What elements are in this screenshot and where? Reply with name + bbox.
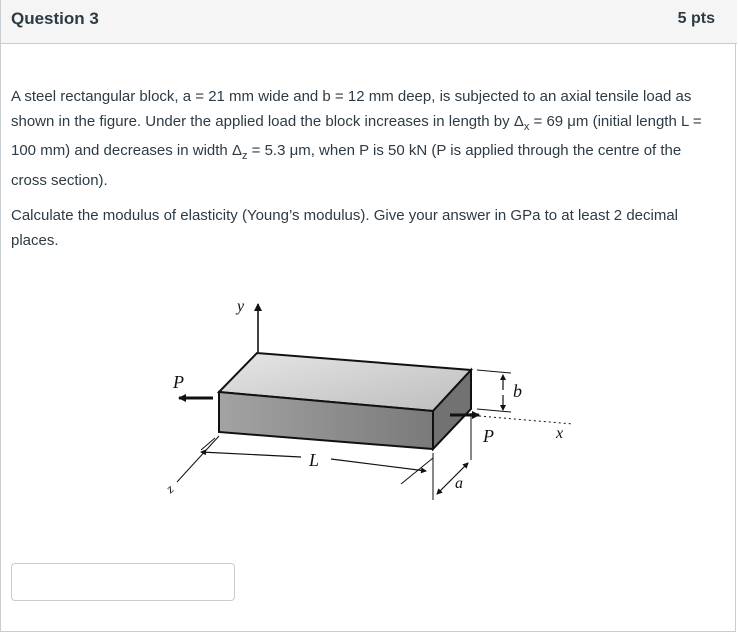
b-extension-bottom [477, 409, 511, 412]
z-axis-label: z [162, 481, 177, 496]
question-title: Question 3 [11, 9, 99, 28]
b-extension-top [477, 370, 511, 373]
L-dimension-arrow-right [331, 459, 426, 471]
right-load-label: P [483, 426, 494, 446]
paragraph-1-part-a: A steel rectangular block, a = 21 mm wide and b = 12 mm deep, is subjected to an axial tensile load as shown in the figure. Under the applied load the block increases in length by Δ [11, 88, 692, 130]
L-extension-right [401, 458, 433, 484]
delta-z-subscript: z [241, 150, 248, 162]
left-load-label: P [173, 372, 184, 392]
question-header [1, 0, 737, 44]
question-paragraph-2: Calculate the modulus of elasticity (Young’s modulus). Give your answer in GPa to at least 2 decimal places. [11, 207, 679, 249]
a-dimension-label: a [455, 475, 463, 492]
L-dimension-arrow-left [201, 452, 301, 457]
x-axis-label: x [556, 425, 564, 442]
x-axis-line [479, 416, 573, 424]
z-axis-line [177, 436, 219, 482]
L-dimension-label: L [309, 450, 320, 470]
paragraph-1-part-c: = 5.3 μm, when P is 50 kN (P is applied through the centre of the cross section). [11, 142, 682, 189]
answer-input[interactable] [11, 563, 235, 601]
question-points: 5 pts [677, 10, 715, 27]
paragraph-1-part-b: = 69 μm (initial length L = 100 mm) and decreases in width Δ [11, 112, 702, 159]
question-text [11, 85, 711, 264]
question-paragraph-1 [11, 85, 711, 193]
block-figure [151, 286, 591, 506]
y-axis-label: y [237, 298, 245, 315]
a-dimension-arrow-left [437, 478, 453, 494]
b-dimension-label: b [513, 381, 522, 401]
delta-x-subscript: x [523, 120, 530, 133]
